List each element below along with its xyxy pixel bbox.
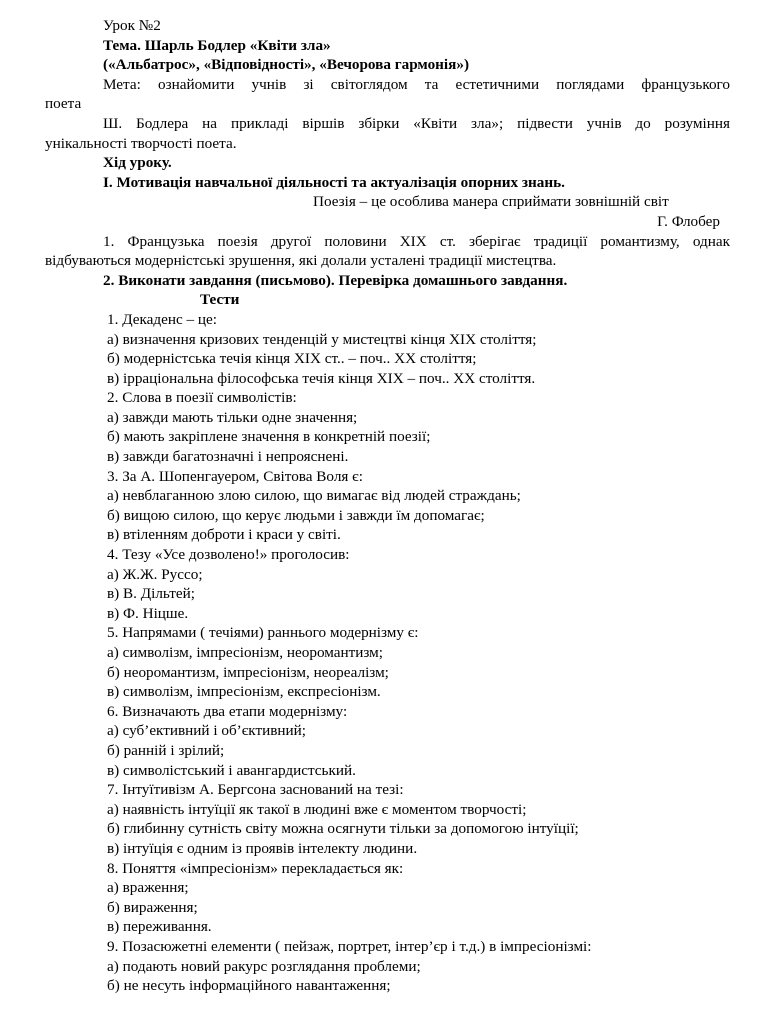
answer-option: в) Ф. Ніцше.: [107, 604, 189, 622]
question-text: 1. Декаденс – це:: [107, 310, 217, 328]
lesson-poems: («Альбатрос», «Відповідності», «Вечорова гармонія»): [103, 56, 470, 74]
question-5: [45, 623, 730, 701]
question-text: 4. Тезу «Усе дозволено!» проголосив:: [107, 546, 350, 564]
lesson-course-heading: Хід уроку.: [103, 154, 172, 172]
question-text: 7. Інтуїтивізм А. Бергсона заснований на тезі:: [107, 781, 404, 799]
paragraph-1-line-2: відбуваються модерністські зрушення, які долали усталені традиції мистецтва.: [45, 252, 557, 270]
answer-option: б) модерністська течія кінця ХІХ ст.. – поч.. ХХ століття;: [107, 350, 477, 368]
lesson-goal-line-3: Ш. Бодлера на прикладі віршів збірки «Квіти зла»; підвести учнів до розуміння: [103, 114, 730, 132]
question-2: [45, 388, 730, 466]
question-text: 5. Напрямами ( течіями) раннього модернізму є:: [107, 624, 419, 642]
lesson-number: Урок №2: [103, 17, 161, 34]
lesson-goal-line-1: Мета: ознайомити учнів зі світоглядом та естетичними поглядами французького: [103, 75, 730, 93]
paragraph-1-line-1: 1. Французька поезія другої половини ХІХ ст. зберігає традиції романтизму, однак: [103, 232, 730, 250]
document-page: [45, 16, 730, 996]
question-text: 9. Позасюжетні елементи ( пейзаж, портрет, інтер’єр і т.д.) в імпресіонізмі:: [107, 937, 592, 955]
question-1: [45, 310, 730, 388]
answer-option: а) завжди мають тільки одне значення;: [107, 408, 358, 426]
answer-option: в) символістський і авангардистський.: [107, 761, 356, 779]
epigraph: Поезія – це особлива манера сприймати зовнішній світ: [313, 193, 669, 211]
epigraph-author: Г. Флобер: [657, 212, 720, 230]
question-9: [45, 937, 730, 996]
answer-option: в) інтуїція є одним із проявів інтелекту людини.: [107, 839, 418, 857]
answer-option: в) завжди багатозначні і непрояснені.: [107, 448, 349, 466]
answer-option: в) символізм, імпресіонізм, експресіонізм.: [107, 683, 381, 701]
test-questions: [45, 310, 730, 996]
question-4: [45, 545, 730, 623]
lesson-topic: Тема. Шарль Бодлер «Квіти зла»: [103, 36, 331, 54]
answer-option: а) враження;: [107, 879, 189, 897]
answer-option: а) визначення кризових тенденцій у мистецтві кінця ХІХ століття;: [107, 330, 537, 348]
question-text: 6. Визначають два етапи модернізму:: [107, 702, 348, 720]
question-text: 8. Поняття «імпресіонізм» перекладається як:: [107, 859, 404, 877]
answer-option: а) Ж.Ж. Руссо;: [107, 565, 203, 583]
answer-option: в) В. Дільтей;: [107, 585, 195, 603]
answer-option: а) наявність інтуїції як такої в людині вже є моментом творчості;: [107, 800, 527, 818]
answer-option: а) невблаганною злою силою, що вимагає від людей страждань;: [107, 487, 521, 505]
answer-option: а) символізм, імпресіонізм, неоромантизм;: [107, 644, 383, 661]
answer-option: в) ірраціональна філософська течія кінця ХІХ – поч.. ХХ століття.: [107, 369, 536, 387]
lesson-goal-line-4: унікальності творчості поета.: [45, 134, 237, 152]
tests-title: Тести: [200, 291, 240, 309]
question-3: [45, 467, 730, 545]
lesson-goal-line-2: поета: [45, 95, 82, 113]
answer-option: б) ранній і зрілий;: [107, 741, 225, 759]
question-8: [45, 859, 730, 937]
answer-option: б) вираження;: [107, 898, 198, 916]
answer-option: а) подають новий ракурс розглядання проблеми;: [107, 957, 421, 975]
answer-option: в) переживання.: [107, 918, 212, 936]
section-1-heading: І. Мотивація навчальної діяльності та актуалізація опорних знань.: [103, 173, 565, 191]
section-2-heading: 2. Виконати завдання (письмово). Перевірка домашнього завдання.: [103, 271, 568, 289]
answer-option: б) неоромантизм, імпресіонізм, неореалізм;: [107, 663, 389, 681]
answer-option: б) не несуть інформаційного навантаження;: [107, 977, 391, 995]
answer-option: в) втіленням доброти і краси у світі.: [107, 526, 341, 544]
question-text: 3. За А. Шопенгауером, Світова Воля є:: [107, 467, 363, 485]
answer-option: б) глибинну сутність світу можна осягнути тільки за допомогою інтуїції;: [107, 820, 579, 838]
question-6: [45, 702, 730, 780]
question-text: 2. Слова в поезії символістів:: [107, 389, 297, 407]
answer-option: а) суб’ективний і об’єктивний;: [107, 722, 306, 740]
question-7: [45, 780, 730, 858]
answer-option: б) вищою силою, що керує людьми і завжди їм допомагає;: [107, 506, 485, 524]
answer-option: б) мають закріплене значення в конкретній поезії;: [107, 428, 431, 446]
